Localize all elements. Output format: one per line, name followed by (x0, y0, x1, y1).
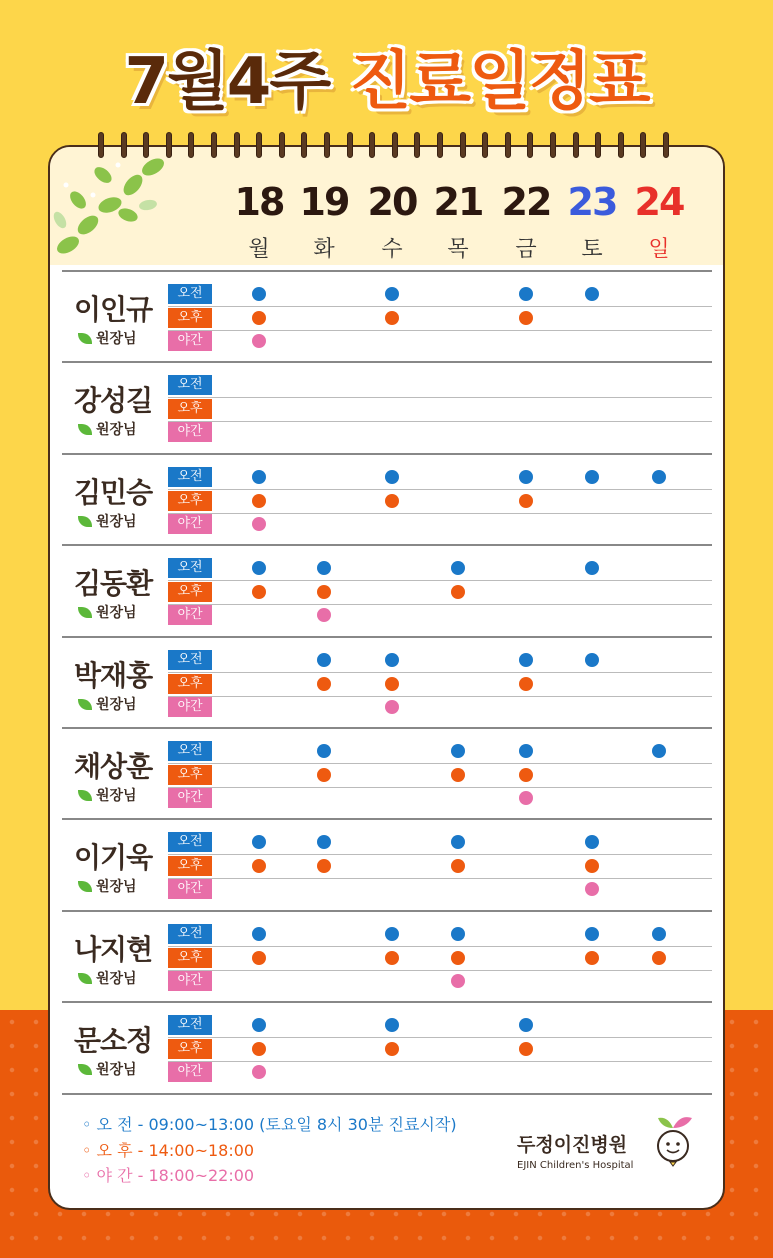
page-title (0, 30, 773, 122)
schedule-dot-pm (252, 585, 266, 599)
doctor-title-text: 원장님 (96, 696, 137, 713)
schedule-dot-pm (519, 768, 533, 782)
doctor-row (62, 910, 712, 1001)
schedule-dot-pm (317, 768, 331, 782)
slot-divider (168, 763, 712, 764)
day-number: 21 (433, 180, 483, 224)
schedule-dot-am (585, 927, 599, 941)
schedule-dot-am (317, 835, 331, 849)
slot-label-pm: 오후 (168, 948, 212, 968)
legend-morning: ◦ 오 전 - 09:00~13:00 (토요일 8시 30분 진료시작) (82, 1115, 457, 1134)
schedule-dot-am (317, 561, 331, 575)
doctor-row (62, 270, 712, 361)
schedule-dot-am (252, 927, 266, 941)
doctor-title (78, 602, 137, 622)
schedule-dot-pm (252, 311, 266, 325)
schedule-dot-nt (519, 791, 533, 805)
schedule-dot-pm (585, 859, 599, 873)
schedule-dot-pm (252, 1042, 266, 1056)
leaf-icon (78, 1064, 92, 1075)
schedule-dot-pm (519, 677, 533, 691)
schedule-dot-am (252, 470, 266, 484)
slot-label-am: 오전 (168, 650, 212, 670)
doctor-name: 김동환 (74, 567, 153, 601)
doctor-title (78, 876, 137, 896)
doctor-row (62, 361, 712, 452)
doctor-title-text: 원장님 (96, 788, 137, 804)
schedule-dot-pm (385, 311, 399, 325)
schedule-dot-am (585, 653, 599, 667)
schedule-dot-nt (252, 1065, 266, 1079)
slot-label-am: 오전 (168, 375, 212, 395)
ring (234, 132, 240, 158)
day-number: 20 (367, 180, 417, 224)
schedule-dot-am (652, 744, 666, 758)
slot-label-pm: 오후 (168, 765, 212, 785)
day-label: 수 (381, 237, 403, 262)
slot-divider (168, 854, 712, 855)
leaf-icon (78, 424, 92, 435)
slot-divider (168, 513, 712, 514)
leaf-icon (78, 607, 92, 618)
day-label: 금 (515, 237, 537, 262)
schedule-dot-am (451, 927, 465, 941)
slot-divider (168, 489, 712, 490)
schedule-dot-am (519, 287, 533, 301)
doctor-row (62, 727, 712, 818)
doctor-row (62, 636, 712, 727)
slot-label-am: 오전 (168, 924, 212, 944)
slot-divider (168, 672, 712, 673)
doctor-title (78, 694, 137, 714)
schedule-dot-am (385, 927, 399, 941)
hospital-mascot-icon (648, 1110, 698, 1170)
schedule-dot-am (585, 561, 599, 575)
slot-divider (168, 306, 712, 307)
doctor-title (78, 328, 137, 348)
hospital-name-english: EJIN Children's Hospital (517, 1160, 634, 1171)
slot-label-pm: 오후 (168, 674, 212, 694)
schedule-dot-am (585, 470, 599, 484)
schedule-dot-pm (252, 494, 266, 508)
slot-divider (168, 696, 712, 697)
leaf-icon (78, 973, 92, 984)
schedule-dot-am (451, 561, 465, 575)
day-number: 24 (634, 180, 684, 224)
slot-label-pm: 오후 (168, 856, 212, 876)
ring (482, 132, 488, 158)
slot-label-nt: 야간 (168, 1062, 212, 1082)
doctor-title (78, 1059, 137, 1079)
slot-divider (168, 604, 712, 605)
schedule-dot-am (252, 835, 266, 849)
schedule-dot-am (252, 561, 266, 575)
schedule-dot-pm (385, 677, 399, 691)
schedule-dot-pm (585, 951, 599, 965)
ring (392, 132, 398, 158)
schedule-dot-pm (519, 494, 533, 508)
day-number: 18 (234, 180, 284, 224)
doctor-title-text: 원장님 (96, 605, 137, 622)
schedule-dot-nt (252, 334, 266, 348)
schedule-dot-pm (317, 859, 331, 873)
slot-divider (168, 580, 712, 581)
schedule-dot-am (385, 1018, 399, 1032)
schedule-dot-nt (252, 517, 266, 531)
doctor-row (62, 453, 712, 544)
ring (437, 132, 443, 158)
doctor-title (78, 968, 137, 988)
schedule-dot-nt (585, 882, 599, 896)
ring (211, 132, 217, 158)
legend-night: ◦ 야 간 - 18:00~22:00 (82, 1166, 255, 1185)
ring (279, 132, 285, 158)
ring (188, 132, 194, 158)
leaf-icon (78, 333, 92, 344)
doctor-name: 김민승 (74, 475, 153, 509)
schedule-dot-pm (252, 951, 266, 965)
ring (414, 132, 420, 158)
slot-divider (168, 330, 712, 331)
slot-divider (168, 946, 712, 947)
schedule-dot-am (652, 470, 666, 484)
doctor-title-text: 원장님 (96, 331, 137, 347)
slot-label-am: 오전 (168, 558, 212, 578)
slot-label-pm: 오후 (168, 399, 212, 419)
ring (369, 132, 375, 158)
slot-label-am: 오전 (168, 284, 212, 304)
ring (347, 132, 353, 158)
slot-label-nt: 야간 (168, 331, 212, 351)
doctor-name: 채상훈 (74, 750, 153, 783)
schedule-dot-am (317, 653, 331, 667)
doctor-name: 문소정 (74, 1024, 153, 1058)
doctor-name: 강성길 (74, 384, 153, 418)
slot-label-am: 오전 (168, 1015, 212, 1035)
schedule-dot-am (585, 835, 599, 849)
schedule-dot-pm (451, 768, 465, 782)
schedule-dot-pm (519, 311, 533, 325)
doctor-name: 이기욱 (74, 841, 153, 875)
doctor-row (62, 544, 712, 635)
slot-divider (168, 970, 712, 971)
ring (640, 132, 646, 158)
day-label: 월 (248, 237, 270, 262)
slot-divider (168, 1037, 712, 1038)
ring (550, 132, 556, 158)
title-schedule: 진료일정표 (349, 45, 649, 119)
doctor-row (62, 1001, 712, 1092)
ring (301, 132, 307, 158)
schedule-dot-am (451, 744, 465, 758)
schedule-dot-am (451, 835, 465, 849)
ring (573, 132, 579, 158)
slot-label-nt: 야간 (168, 879, 212, 899)
schedule-dot-am (519, 470, 533, 484)
slot-label-nt: 야간 (168, 422, 212, 442)
day-number: 19 (299, 180, 349, 224)
doctor-title (78, 785, 137, 805)
doctor-name: 이인규 (74, 293, 153, 326)
slot-label-pm: 오후 (168, 308, 212, 328)
slot-label-pm: 오후 (168, 1039, 212, 1059)
schedule-dot-pm (451, 585, 465, 599)
slot-label-nt: 야간 (168, 605, 212, 625)
slot-label-am: 오전 (168, 741, 212, 761)
slot-label-nt: 야간 (168, 514, 212, 534)
table-bottom-line (62, 1093, 712, 1095)
schedule-dot-am (385, 653, 399, 667)
slot-divider (168, 878, 712, 879)
schedule-dot-pm (652, 951, 666, 965)
schedule-dot-pm (385, 494, 399, 508)
doctor-title-text: 원장님 (96, 513, 137, 530)
schedule-dot-nt (451, 974, 465, 988)
day-label: 일 (648, 237, 670, 262)
schedule-dot-pm (451, 951, 465, 965)
slot-divider (168, 421, 712, 422)
leaf-branch-icon (48, 145, 178, 265)
doctor-title-text: 원장님 (96, 1062, 137, 1079)
doctor-name: 나지현 (74, 932, 153, 966)
doctor-title-text: 원장님 (96, 879, 137, 896)
ring (460, 132, 466, 158)
slot-label-pm: 오후 (168, 491, 212, 511)
schedule-dot-am (652, 927, 666, 941)
slot-label-nt: 야간 (168, 697, 212, 717)
hospital-name-korean: 두정이진병원 (517, 1134, 628, 1156)
schedule-dot-pm (385, 1042, 399, 1056)
schedule-dot-am (585, 287, 599, 301)
schedule-dot-am (519, 1018, 533, 1032)
slot-label-am: 오전 (168, 467, 212, 487)
schedule-dot-pm (317, 585, 331, 599)
day-label: 토 (581, 237, 603, 262)
ring (324, 132, 330, 158)
schedule-dot-nt (317, 608, 331, 622)
ring (663, 132, 669, 158)
schedule-dot-am (252, 1018, 266, 1032)
doctor-title-text: 원장님 (96, 422, 137, 439)
ring (527, 132, 533, 158)
slot-label-pm: 오후 (168, 582, 212, 602)
doctor-title-text: 원장님 (96, 970, 137, 987)
schedule-dot-am (519, 744, 533, 758)
legend-afternoon: ◦ 오 후 - 14:00~18:00 (82, 1141, 255, 1160)
slot-divider (168, 397, 712, 398)
slot-label-am: 오전 (168, 832, 212, 852)
slot-label-nt: 야간 (168, 788, 212, 808)
schedule-dot-am (385, 287, 399, 301)
doctor-title (78, 511, 137, 531)
title-week: 7월4주 (124, 45, 330, 119)
schedule-dot-am (519, 653, 533, 667)
schedule-dot-am (385, 470, 399, 484)
doctor-row (62, 818, 712, 909)
schedule-dot-nt (385, 700, 399, 714)
schedule-dot-am (317, 744, 331, 758)
schedule-dot-pm (451, 859, 465, 873)
leaf-icon (78, 881, 92, 892)
schedule-dot-pm (385, 951, 399, 965)
slot-divider (168, 787, 712, 788)
schedule-dot-am (252, 287, 266, 301)
day-number: 23 (567, 180, 617, 224)
schedule-dot-pm (317, 677, 331, 691)
ring (595, 132, 601, 158)
day-label: 목 (447, 237, 469, 262)
day-number: 22 (501, 180, 551, 224)
schedule-dot-pm (519, 1042, 533, 1056)
slot-divider (168, 1061, 712, 1062)
doctor-name: 박재홍 (74, 658, 153, 692)
leaf-icon (78, 516, 92, 527)
ring (505, 132, 511, 158)
doctor-title (78, 419, 137, 439)
day-label: 화 (313, 237, 335, 262)
schedule-dot-pm (252, 859, 266, 873)
ring (256, 132, 262, 158)
leaf-icon (78, 790, 92, 801)
ring (618, 132, 624, 158)
slot-label-nt: 야간 (168, 971, 212, 991)
leaf-icon (78, 699, 92, 710)
